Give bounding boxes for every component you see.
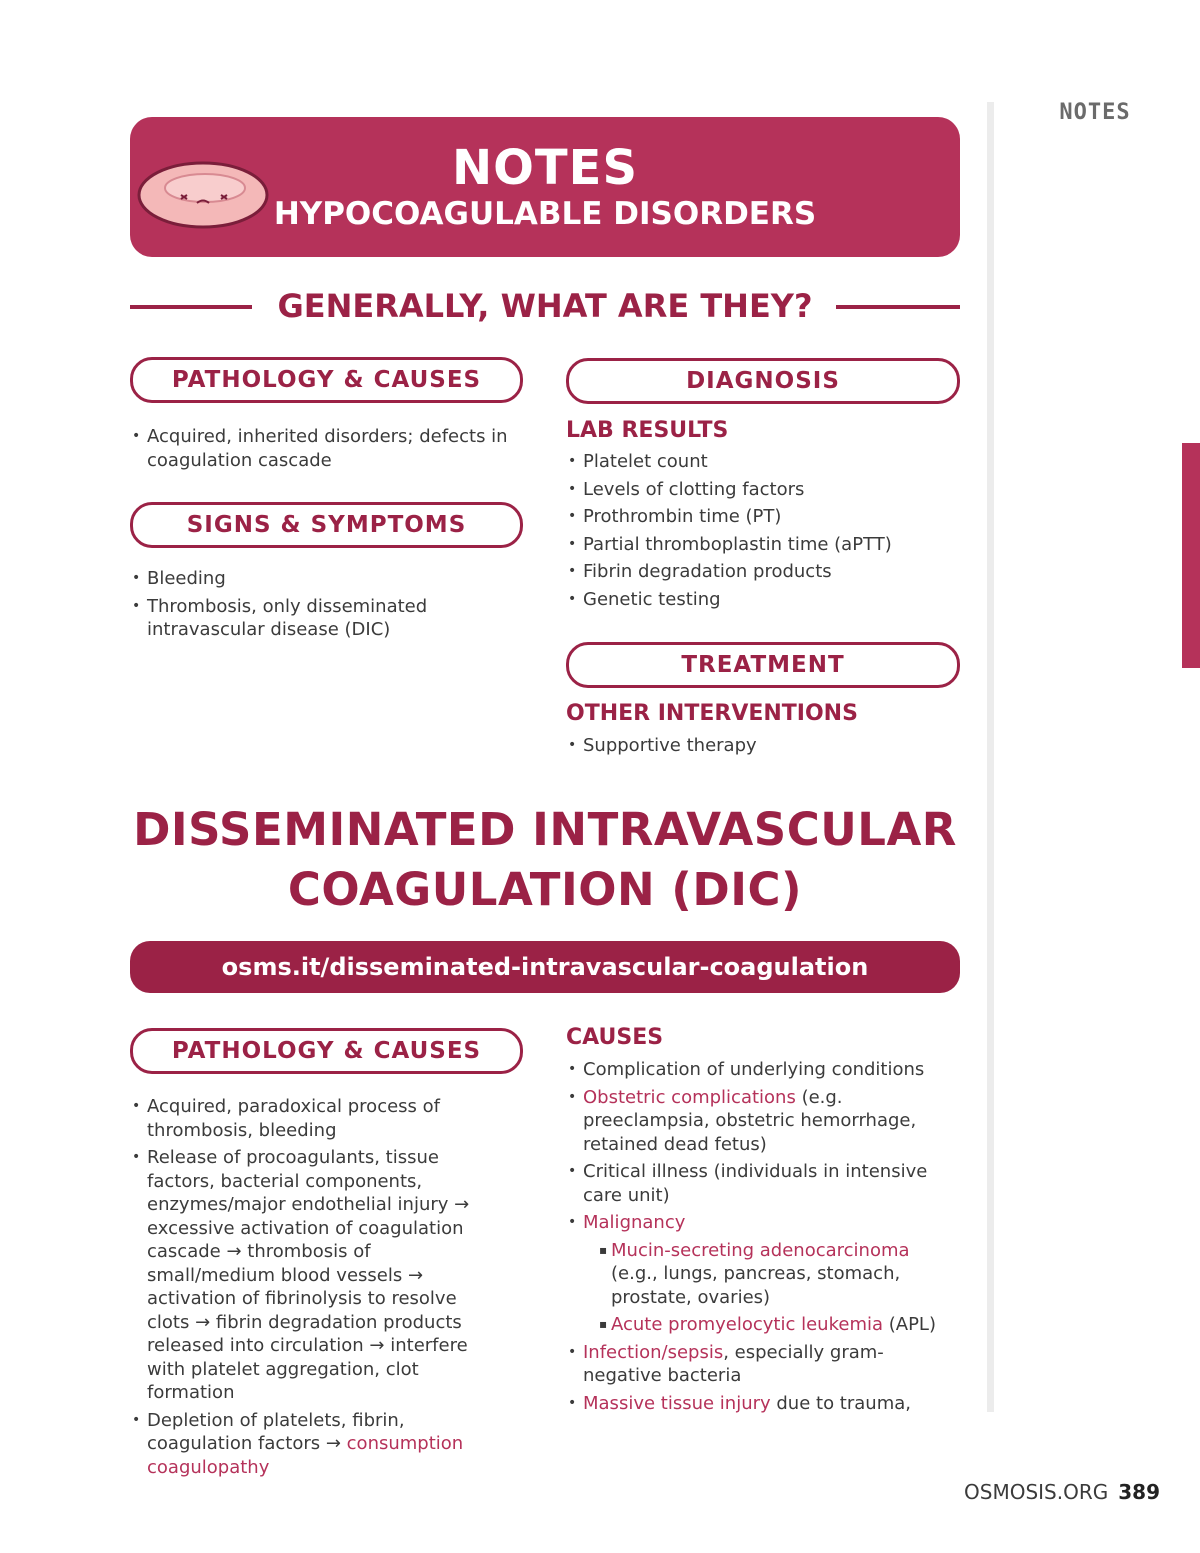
list-item: • Complication of underlying conditions	[566, 1058, 956, 1082]
list-text: (e.g. preeclampsia, obstetric hemorrhage, retained dead fetus)	[583, 1086, 917, 1155]
list-item	[566, 1341, 956, 1388]
page-number: 389	[1118, 1480, 1160, 1504]
lab-results-subhead: LAB RESULTS	[566, 418, 729, 443]
dic-title	[130, 800, 960, 920]
treatment-list	[566, 734, 956, 762]
list-item: • Acquired, inherited disorders; defects in coagulation cascade	[130, 425, 520, 472]
heading-rule-right	[836, 305, 960, 309]
highlight-term: Acute promyelocytic leukemia	[611, 1314, 884, 1335]
dic-title-line2: COAGULATION (DIC)	[287, 863, 803, 916]
list-item: • Bleeding	[130, 567, 460, 591]
list-item: • Critical illness (individuals in intensive care unit)	[566, 1160, 956, 1207]
list-item: • Partial thromboplastin time (aPTT)	[566, 533, 956, 557]
dic-pathology-causes-pill: PATHOLOGY & CAUSES	[130, 1028, 523, 1074]
list-item: • Supportive therapy	[566, 734, 956, 758]
list-item: • Genetic testing	[566, 588, 956, 612]
sidebar-notes-label: NOTES	[1059, 100, 1131, 125]
pathology-causes-pill: PATHOLOGY & CAUSES	[130, 357, 523, 403]
signs-list	[130, 567, 460, 646]
list-text: (e.g., lungs, pancreas, stomach, prostate, ovaries)	[611, 1263, 901, 1308]
list-item	[566, 1392, 956, 1416]
page-footer	[900, 1480, 1160, 1504]
sub-list-item	[583, 1239, 956, 1310]
highlight-term: Malignancy	[583, 1212, 686, 1233]
list-text: , especially gram-negative bacteria	[583, 1341, 884, 1386]
list-item: • Fibrin degradation products	[566, 560, 956, 584]
highlight-term: consumption coagulopathy	[147, 1433, 464, 1478]
list-item: • Prothrombin time (PT)	[566, 505, 956, 529]
heading-rule-left	[130, 305, 252, 309]
treatment-pill: TREATMENT	[566, 642, 960, 688]
list-item	[130, 1409, 500, 1480]
dic-pathology-list	[130, 1095, 500, 1483]
list-text: Depletion of platelets, fibrin, coagulation factors →	[147, 1409, 405, 1454]
list-text: due to trauma,	[770, 1392, 911, 1414]
footer-site: OSMOSIS.ORG	[964, 1480, 1109, 1504]
general-pathology-list	[130, 425, 520, 476]
list-item	[566, 1211, 956, 1337]
chapter-tab	[1182, 443, 1200, 668]
signs-symptoms-pill: SIGNS & SYMPTOMS	[130, 502, 523, 548]
banner-subtitle: HYPOCOAGULABLE DISORDERS	[273, 196, 817, 232]
sub-list-item	[583, 1313, 956, 1337]
list-item: • Thrombosis, only disseminated intravascular disease (DIC)	[130, 595, 460, 642]
sidebar-divider	[987, 102, 994, 1412]
list-item	[566, 1086, 956, 1157]
highlight-term: Infection/sepsis	[583, 1341, 724, 1363]
list-item: • Levels of clotting factors	[566, 478, 956, 502]
list-item: • Acquired, paradoxical process of thrombosis, bleeding	[130, 1095, 500, 1142]
list-text: (APL)	[883, 1314, 936, 1335]
lab-results-list	[566, 450, 956, 615]
dic-title-line1: DISSEMINATED INTRAVASCULAR	[133, 803, 957, 856]
dic-causes-list	[566, 1058, 956, 1419]
dic-url-link[interactable]: osms.it/disseminated-intravascular-coagulation	[130, 941, 960, 993]
malignancy-sublist	[583, 1239, 956, 1337]
causes-subhead: CAUSES	[566, 1025, 664, 1050]
highlight-term: Mucin-secreting adenocarcinoma	[611, 1239, 910, 1261]
other-interventions-subhead: OTHER INTERVENTIONS	[566, 701, 858, 726]
banner-title: NOTES	[451, 140, 639, 196]
section-heading-general: GENERALLY, WHAT ARE THEY?	[277, 287, 813, 325]
diagnosis-pill: DIAGNOSIS	[566, 358, 960, 404]
highlight-term: Massive tissue injury	[583, 1392, 771, 1414]
list-item: • Platelet count	[566, 450, 956, 474]
highlight-term: Obstetric complications	[583, 1086, 796, 1108]
list-item: • Release of procoagulants, tissue factors, bacterial components, enzymes/major endothelial injury → excessive activation of coagulation cascade → thrombosis of small/medium blood vessels → activation of fibrinolysis to resolve clots → fibrin degradation products released into circulation → interfere with platelet aggregation, clot formation	[130, 1146, 500, 1405]
